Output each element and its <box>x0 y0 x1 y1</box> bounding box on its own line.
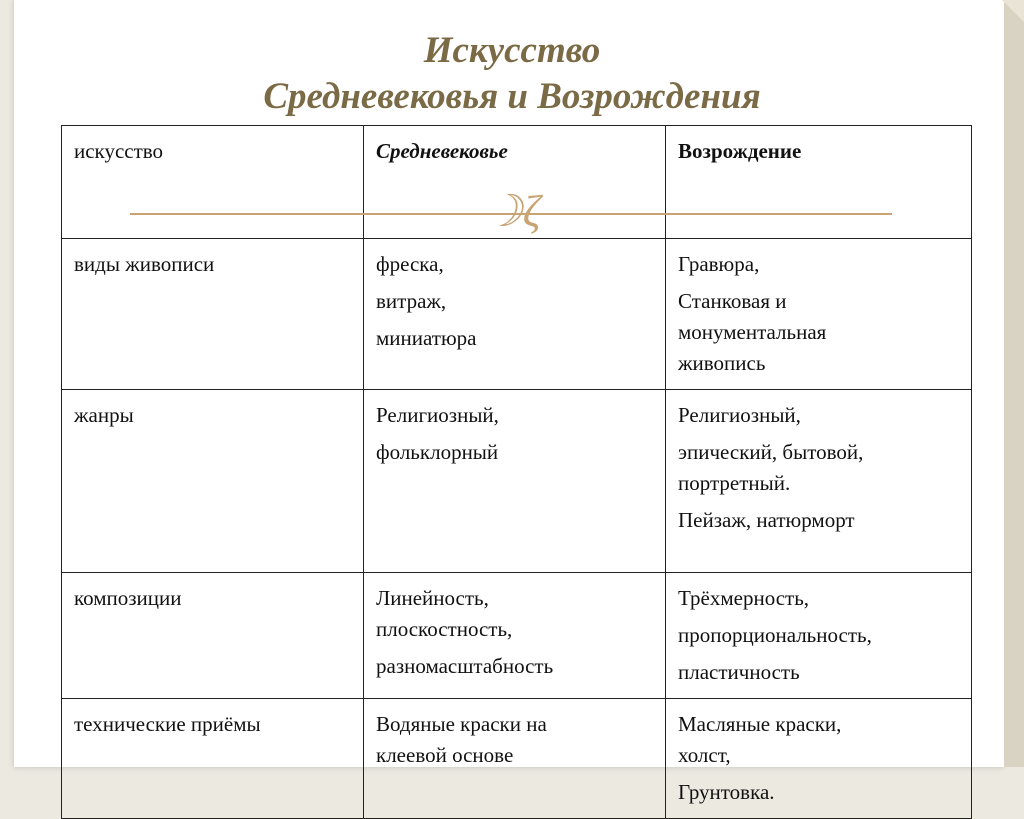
table-row <box>62 390 972 573</box>
cell-line: эпический, бытовой, <box>678 440 864 464</box>
cell-line: Водяные краски на <box>376 712 547 736</box>
cell-line: пропорциональность, <box>678 623 872 647</box>
header-cell-medieval: Средневековье <box>364 126 666 239</box>
cell-line: клеевой основе <box>376 743 514 767</box>
medieval-cell <box>364 573 666 699</box>
cell-line: Религиозный, <box>678 403 801 427</box>
cell-line: холст, <box>678 743 731 767</box>
cell-line: плоскостность, <box>376 617 513 641</box>
header-cell-art: искусство <box>62 126 364 239</box>
table-row <box>62 573 972 699</box>
header-cell-renaissance: Возрождение <box>666 126 972 239</box>
cell-line: Религиозный, <box>376 403 499 427</box>
cell-line: Грунтовка. <box>678 780 775 804</box>
cell-line: разномасштабность <box>376 654 554 678</box>
cell-line: фреска, <box>376 252 444 276</box>
cell-line: монументальная <box>678 320 827 344</box>
medieval-cell <box>364 699 666 819</box>
page-title <box>0 28 1024 120</box>
row-label: виды живописи <box>62 239 364 390</box>
cell-line: Пейзаж, натюрморт <box>678 508 855 532</box>
cell-line: Гравюра, <box>678 252 760 276</box>
cell-line: миниатюра <box>376 326 477 350</box>
renaissance-cell <box>666 239 972 390</box>
cell-line: фольклорный <box>376 440 499 464</box>
cell-line: Линейность, <box>376 586 489 610</box>
cell-line: живопись <box>678 351 766 375</box>
medieval-cell <box>364 390 666 573</box>
cell-line: витраж, <box>376 289 447 313</box>
table-row <box>62 239 972 390</box>
renaissance-cell <box>666 573 972 699</box>
scroll-ornament-icon: ☽ζ <box>483 187 541 236</box>
renaissance-cell <box>666 699 972 819</box>
row-label: композиции <box>62 573 364 699</box>
medieval-cell <box>364 239 666 390</box>
renaissance-cell <box>666 390 972 573</box>
corner-fold-icon <box>1002 0 1024 22</box>
cell-line: пластичность <box>678 660 800 684</box>
row-label: технические приёмы <box>62 699 364 819</box>
row-label: жанры <box>62 390 364 573</box>
cell-line: Трёхмерность, <box>678 586 810 610</box>
title-line-1: Искусство <box>423 30 601 71</box>
cell-line: портретный. <box>678 471 791 495</box>
cell-line: Масляные краски, <box>678 712 842 736</box>
table-row <box>62 699 972 819</box>
cell-line: Станковая и <box>678 289 787 313</box>
title-line-2: Средневековья и Возрождения <box>263 76 761 117</box>
